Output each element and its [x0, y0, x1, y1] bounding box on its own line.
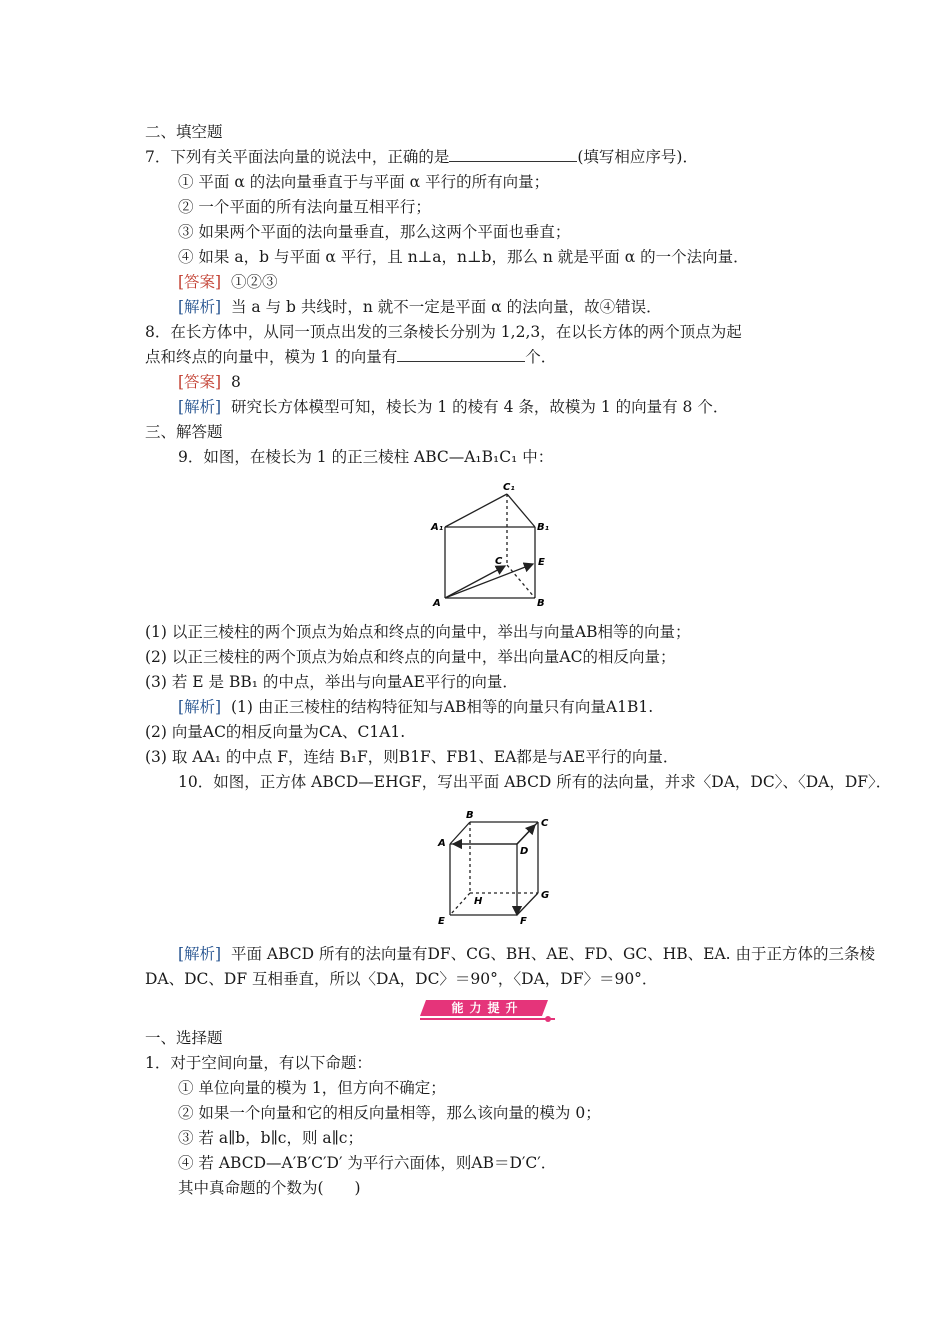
edge-a1c1	[445, 494, 507, 527]
q7-option-3: ③ 如果两个平面的法向量垂直，那么这两个平面也垂直；	[178, 223, 571, 241]
question-10: 10．如图，正方体 ABCD—EHGF，写出平面 ABCD 所有的法向量，并求〈DA，DC〉、〈DA，DF〉．	[178, 773, 892, 791]
answer-blank	[449, 147, 577, 162]
q9-analysis-2: (2) 向量AC的相反向量为CA、C1A1.	[145, 723, 406, 741]
question-9: 9．如图，在棱长为 1 的正三棱柱 ABC—A₁B₁C₁ 中：	[178, 448, 554, 466]
q9-analysis-1-text: (1) 由正三棱柱的结构特征知与AB相等的向量只有向量A1B1.	[230, 698, 654, 716]
q10-analysis-2: DA、DC、DF 互相垂直，所以〈DA，DC〉＝90°，〈DA，DF〉＝90°．	[145, 970, 658, 988]
label-d: D	[520, 846, 529, 857]
label-a: A	[438, 838, 446, 849]
edge-c1b1	[507, 494, 535, 527]
q8-answer	[178, 372, 241, 392]
answer-tag: [答案]	[178, 373, 222, 391]
label-b1: B₁	[537, 522, 550, 533]
section-heading-choice: 一、选择题	[145, 1029, 223, 1047]
q9-part-1: (1) 以正三棱柱的两个顶点为始点和终点的向量中，举出与向量AB相等的向量；	[145, 623, 691, 641]
section-heading-fill-in: 二、填空题	[145, 123, 223, 141]
question-7-stem: 7．下列有关平面法向量的说法中，正确的是	[145, 148, 450, 166]
question-8-tail: 个．	[525, 348, 557, 366]
label-b: B	[537, 598, 545, 609]
p1-option-2: ② 如果一个向量和它的相反向量相等，那么该向量的模为 0；	[178, 1104, 601, 1122]
section-heading-solve: 三、解答题	[145, 423, 223, 441]
label-c1: C₁	[503, 482, 515, 493]
q7-option-4: ④ 如果 a，b 与平面 α 平行，且 n⊥a，n⊥b，那么 n 就是平面 α 的一个法向量．	[178, 248, 749, 266]
p1-question: 其中真命题的个数为( )	[178, 1179, 361, 1197]
label-c: C	[541, 818, 549, 829]
p1-option-1: ① 单位向量的模为 1，但方向不确定；	[178, 1079, 446, 1097]
q7-analysis	[178, 297, 662, 317]
q7-option-1: ① 平面 α 的法向量垂直于与平面 α 平行的所有向量；	[178, 173, 550, 191]
edge-ab	[450, 822, 470, 844]
ability-banner	[420, 996, 555, 1022]
answer-tag: [答案]	[178, 273, 222, 291]
q7-answer-value: ①②③	[230, 273, 278, 291]
analysis-tag: [解析]	[178, 398, 222, 416]
label-a1: A₁	[431, 522, 444, 533]
question-7	[145, 147, 698, 167]
analysis-tag: [解析]	[178, 945, 222, 963]
analysis-tag: [解析]	[178, 698, 222, 716]
label-b: B	[466, 810, 474, 821]
q7-answer	[178, 272, 277, 292]
label-h: H	[474, 896, 483, 907]
q8-answer-value: 8	[230, 373, 241, 391]
label-e: E	[438, 916, 445, 927]
q9-analysis-3: (3) 取 AA₁ 的中点 F，连结 B₁F，则B1F、FB1、EA都是与AE平行的向量．	[145, 748, 679, 766]
vector-ac	[445, 566, 505, 598]
answer-blank	[397, 347, 525, 362]
label-e: E	[538, 557, 545, 568]
banner-label: 能力提升	[451, 1001, 524, 1015]
p1-option-3: ③ 若 a∥b，b∥c，则 a∥c；	[178, 1129, 363, 1147]
edge-fg	[517, 893, 538, 915]
p1-option-4: ④ 若 ABCD—A′B′C′D′ 为平行六面体，则AB＝D′C′．	[178, 1154, 557, 1172]
vector-dc	[517, 825, 535, 844]
label-c: C	[495, 556, 503, 567]
analysis-tag: [解析]	[178, 298, 222, 316]
q10-analysis-1	[178, 944, 875, 964]
question-7-tail: (填写相应序号)．	[577, 148, 698, 166]
question-8-line-1: 8．在长方体中，从同一顶点出发的三条棱长分别为 1,2,3，在以长方体的两个顶点为起	[145, 323, 742, 341]
q8-analysis-text: 研究长方体模型可知，棱长为 1 的棱有 4 条，故模为 1 的向量有 8 个．	[230, 398, 729, 416]
q8-analysis	[178, 397, 728, 417]
q9-part-2: (2) 以正三棱柱的两个顶点为始点和终点的向量中，举出向量AC的相反向量；	[145, 648, 676, 666]
question-8-stem: 点和终点的向量中，模为 1 的向量有	[145, 348, 398, 366]
q9-analysis-1	[178, 697, 653, 717]
edge-cb-hidden	[507, 565, 535, 598]
label-f: F	[520, 916, 527, 927]
q7-analysis-text: 当 a 与 b 共线时，n 就不一定是平面 α 的法向量，故④错误．	[230, 298, 662, 316]
label-g: G	[541, 890, 550, 901]
q9-part-3: (3) 若 E 是 BB₁ 的中点，举出与向量AE平行的向量．	[145, 673, 518, 691]
q7-option-2: ② 一个平面的所有法向量互相平行；	[178, 198, 431, 216]
prism-figure	[425, 478, 555, 613]
problem-1: 1．对于空间向量，有以下命题：	[145, 1054, 372, 1072]
q10-analysis-1-text: 平面 ABCD 所有的法向量有DF、CG、BH、AE、FD、GC、HB、EA. 由于正方体的三条棱	[230, 945, 876, 963]
label-a: A	[433, 598, 441, 609]
question-8-line-2	[145, 347, 556, 367]
cube-figure	[430, 808, 555, 928]
edge-he-hidden	[450, 893, 470, 915]
